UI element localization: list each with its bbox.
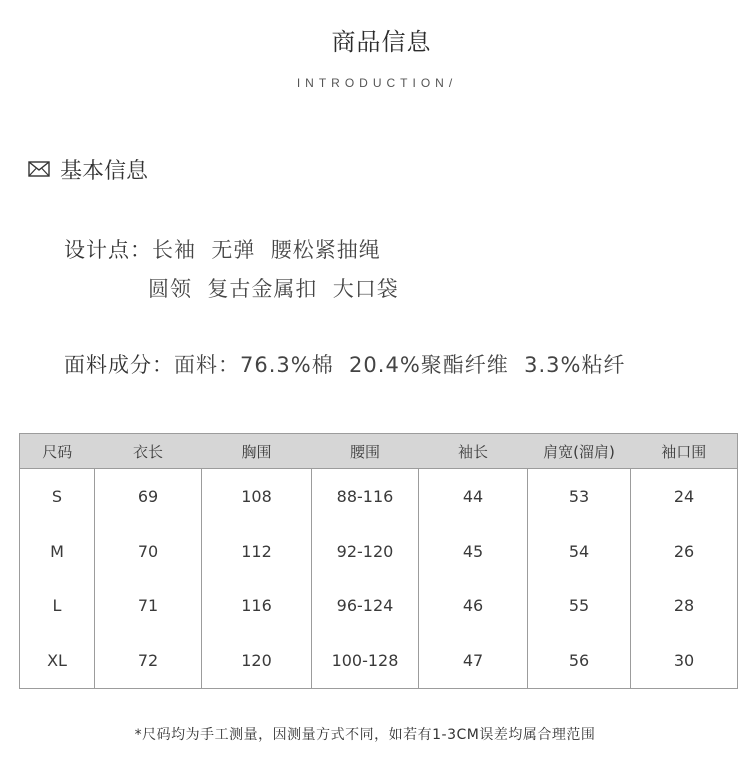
table-cell: 24: [673, 486, 695, 506]
table-row: [20, 524, 738, 579]
table-cell: 100-128: [312, 633, 419, 688]
design-line-1: 长袖 无弹 腰松紧抽绳: [152, 238, 381, 262]
table-cell: 88-116: [312, 469, 419, 524]
page-title: 商品信息: [331, 28, 432, 56]
design-points: [64, 234, 381, 264]
design-line-2: 圆领 复古金属扣 大口袋: [148, 277, 399, 301]
table-cell: 56: [528, 633, 631, 688]
table-cell: 28: [673, 596, 695, 616]
table-cell: 72: [95, 633, 202, 688]
table-cell: 30: [673, 651, 695, 671]
column-header: 衣长: [95, 434, 202, 469]
table-cell: L: [20, 578, 95, 633]
table-header-row: [20, 434, 738, 469]
table-cell: 54: [528, 524, 631, 579]
table-cell: 96-124: [312, 578, 419, 633]
table-cell: 71: [95, 578, 202, 633]
column-header: 肩宽(溜肩): [528, 434, 631, 469]
size-table: [19, 433, 738, 689]
table-cell: 45: [419, 524, 528, 579]
fabric-label: 面料成分：: [64, 353, 174, 377]
table-row: [20, 469, 738, 524]
table-cell: 120: [202, 633, 312, 688]
table-cell: 70: [95, 524, 202, 579]
table-cell: 47: [419, 633, 528, 688]
table-row: [20, 578, 738, 633]
table-cell: 46: [419, 578, 528, 633]
table-cell: 108: [202, 469, 312, 524]
table-cell: 44: [419, 469, 528, 524]
fabric-composition: [64, 349, 625, 379]
column-header: 腰围: [312, 434, 419, 469]
column-header: 袖长: [419, 434, 528, 469]
table-cell: S: [20, 469, 95, 524]
table-cell: 116: [202, 578, 312, 633]
column-header: 袖口围: [631, 434, 738, 469]
envelope-icon: [28, 161, 50, 177]
column-header: 尺码: [20, 434, 95, 469]
table-cell: 69: [95, 469, 202, 524]
table-cell: 53: [528, 469, 631, 524]
section-title: 基本信息: [60, 158, 149, 184]
table-cell: M: [20, 524, 95, 579]
measurement-note: *尺码均为手工测量，因测量方式不同，如若有1-3CM误差均属合理范围: [134, 727, 596, 743]
table-cell: 92-120: [312, 524, 419, 579]
table-cell: 112: [202, 524, 312, 579]
fabric-value: 面料：76.3%棉 20.4%聚酯纤维 3.3%粘纤: [174, 353, 626, 377]
column-header: 胸围: [202, 434, 312, 469]
table-row: [20, 633, 738, 688]
table-cell: XL: [20, 633, 95, 688]
section-header: [28, 154, 148, 184]
table-cell: 55: [528, 578, 631, 633]
design-label: 设计点：: [64, 238, 152, 262]
page-subtitle: INTRODUCTION/: [296, 76, 458, 90]
table-cell: 26: [673, 541, 695, 561]
